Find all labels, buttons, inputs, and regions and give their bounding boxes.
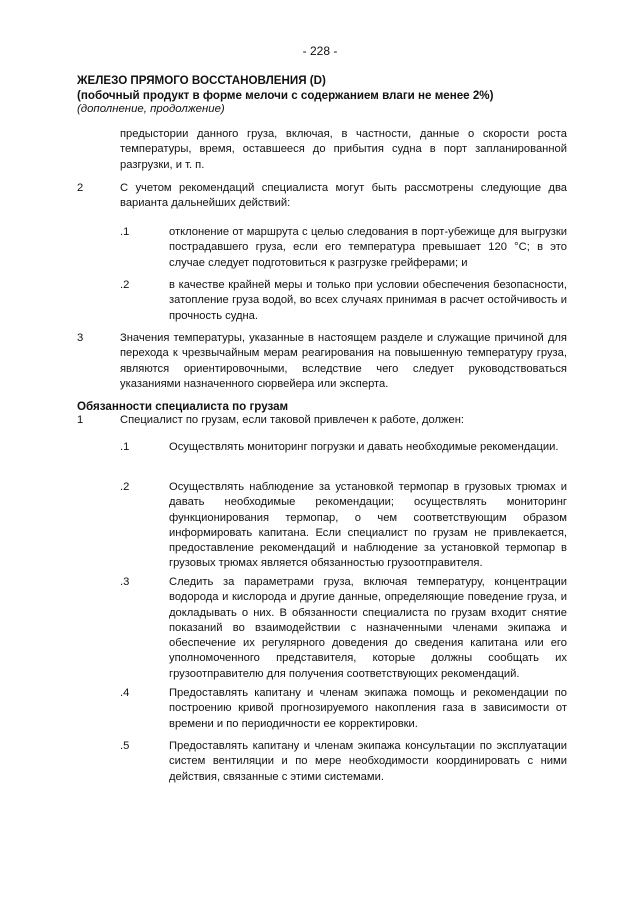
section-item-1-number: .1: [120, 441, 130, 453]
document-title: ЖЕЛЕЗО ПРЯМОГО ВОССТАНОВЛЕНИЯ (D): [77, 74, 326, 87]
paragraph-number-2: 2: [77, 182, 84, 194]
section-item-3-text: Следить за параметрами груза, включая температуру, концентрации водорода и кислорода и другие данные, определяющие поведение груза, и докладывать о них. В обязанности специалиста по грузам входит снятие показаний во взаимодействии с назначенными членами экипажа и обеспечение их регулярного доведения до сведения капитана или его уполномоченного представителя, которые должны сообщать их грузоотправителю для получения соответствующих рекомендаций.: [169, 576, 567, 680]
paragraph-3-text: Значения температуры, указанные в настоящем разделе и служащие причиной для перехода к чрезвычайным мерам реагирования на повышенную температуру груза, являются ориентировочными, вследствие чего следует руководствоваться указаниями назначенного сюрвейера или эксперта.: [120, 332, 567, 390]
section-item-4-text: Предоставлять капитану и членам экипажа помощь и рекомендации по построению кривой прогнозируемого накопления газа в зависимости от времени и по периодичности ее корректировки.: [169, 687, 567, 730]
paragraph-number-3: 3: [77, 332, 84, 344]
para2-item-2-number: .2: [120, 279, 130, 291]
document-subtitle: (побочный продукт в форме мелочи с содержанием влаги не менее 2%): [77, 89, 494, 102]
section-item-1-text: Осуществлять мониторинг погрузки и давать необходимые рекомендации.: [169, 441, 559, 453]
section-item-4-number: .4: [120, 687, 130, 699]
paragraph-2-text: С учетом рекомендаций специалиста могут быть рассмотрены следующие два варианта дальнейших действий:: [120, 182, 567, 210]
page-number: - 228 -: [302, 44, 338, 58]
section-item-5-text: Предоставлять капитану и членам экипажа консультации по эксплуатации систем вентиляции и по мере необходимости координировать с ними действия, связанные с этими системами.: [169, 740, 567, 783]
section-item-2-text: Осуществлять наблюдение за установкой термопар в грузовых трюмах и давать необходимые рекомендации; осуществлять мониторинг функционирования термопар, о чем соответствующим образом информировать капитана. Если специалист по грузам не привлекается, предоставление рекомендаций и наблюдение за установкой термопар в грузовых трюмах является обязанностью грузоотправителя.: [169, 481, 567, 570]
para2-item-1-number: .1: [120, 226, 130, 238]
section-paragraph-number: 1: [77, 414, 84, 426]
para2-item-1-text: отклонение от маршрута с целью следования в порт-убежище для выгрузки пострадавшего груза, если его температура превышает 120 °C; в это случае следует подготовиться к разгрузке грейферами; и: [169, 226, 567, 269]
section-heading: Обязанности специалиста по грузам: [77, 400, 289, 413]
section-item-5-number: .5: [120, 740, 130, 752]
document-note: (дополнение, продолжение): [77, 103, 225, 115]
section-item-2-number: .2: [120, 481, 130, 493]
para2-item-2-text: в качестве крайней меры и только при условии обеспечения безопасности, затопление груза водой, во всех случаях принимая в расчет остойчивость и прочность судна.: [169, 279, 567, 322]
section-paragraph-text: Специалист по грузам, если таковой привлечен к работе, должен:: [120, 414, 465, 426]
continuation-paragraph: предыстории данного груза, включая, в частности, данные о скорости роста температуры, время, оставшееся до прибытия судна в порт запланированной разгрузки, и т. п.: [120, 128, 567, 171]
section-item-3-number: .3: [120, 576, 130, 588]
